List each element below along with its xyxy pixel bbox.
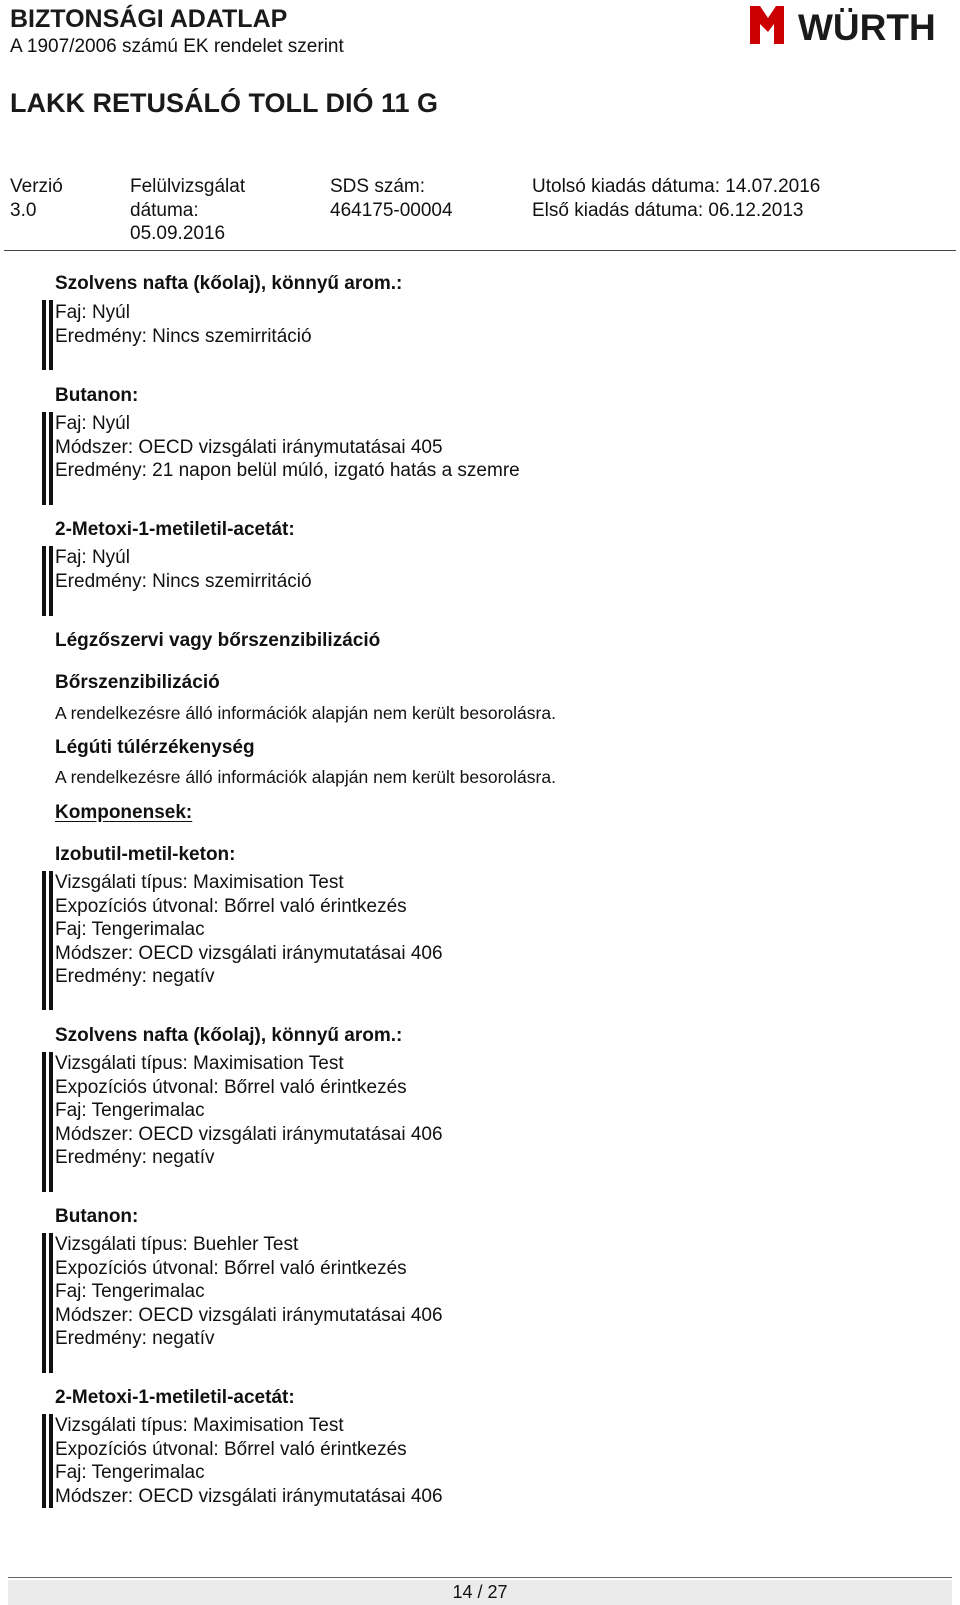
sds-number: 464175-00004: [330, 199, 453, 221]
footer-divider: [8, 1577, 952, 1578]
result-line: Eredmény: Nincs szemirritáció: [55, 570, 312, 592]
revision-date: 05.09.2016: [130, 223, 226, 244]
revision-bar: [49, 300, 53, 370]
result-line: Eredmény: 21 napon belül múló, izgató hatás a szemre: [55, 460, 520, 482]
revision-bar: [42, 1414, 46, 1508]
result-line: Vizsgálati típus: Maximisation Test: [55, 1415, 344, 1436]
sds-label: SDS szám:: [330, 176, 426, 197]
first-issue-date: Első kiadás dátuma: 06.12.2013: [532, 199, 804, 221]
result-block: [55, 1233, 443, 1351]
result-block: [55, 871, 443, 989]
version-column: [10, 175, 63, 222]
wurth-logo-text: WÜRTH: [798, 7, 936, 48]
substance-heading: Izobutil-metil-keton:: [55, 844, 236, 865]
document-subtitle: A 1907/2006 számú EK rendelet szerint: [10, 36, 344, 57]
substance-heading: Butanon:: [55, 1206, 139, 1227]
result-line: Eredmény: negatív: [55, 1147, 215, 1169]
revision-bar: [49, 1233, 53, 1373]
version-label: Verzió: [10, 176, 63, 197]
result-line: Faj: Tengerimalac: [55, 919, 205, 941]
result-line: Faj: Tengerimalac: [55, 1462, 205, 1484]
issue-dates-column: [532, 175, 820, 222]
revision-bar: [42, 1233, 46, 1373]
revision-bar: [42, 412, 46, 505]
respiratory-sensitization-text: A rendelkezésre álló információk alapján nem került besorolásra.: [55, 767, 556, 787]
header-divider: [4, 250, 956, 251]
result-line: Módszer: OECD vizsgálati iránymutatásai 406: [55, 1304, 443, 1326]
revision-label: Felülvizsgálat: [130, 176, 246, 197]
result-line: Faj: Tengerimalac: [55, 1100, 205, 1122]
revision-bar: [42, 1052, 46, 1192]
revision-bar: [49, 546, 53, 616]
revision-bar: [42, 546, 46, 616]
result-block: [55, 1414, 443, 1508]
result-line: Expozíciós útvonal: Bőrrel való érintkezés: [55, 1076, 407, 1098]
product-name: LAKK RETUSÁLÓ TOLL DIÓ 11 G: [10, 88, 439, 118]
substance-heading: Szolvens nafta (kőolaj), könnyű arom.:: [55, 273, 403, 294]
result-line: Faj: Nyúl: [55, 547, 130, 568]
result-line: Expozíciós útvonal: Bőrrel való érintkezés: [55, 1257, 407, 1279]
substance-heading: Butanon:: [55, 385, 139, 406]
revision-bar: [42, 871, 46, 1010]
substance-heading: Szolvens nafta (kőolaj), könnyű arom.:: [55, 1025, 403, 1046]
document-title: BIZTONSÁGI ADATLAP: [10, 5, 288, 33]
substance-heading: 2-Metoxi-1-metiletil-acetát:: [55, 519, 295, 540]
result-line: Expozíciós útvonal: Bőrrel való érintkezés: [55, 1438, 407, 1460]
page-number: 14 / 27: [452, 1582, 508, 1602]
last-issue-date: Utolsó kiadás dátuma: 14.07.2016: [532, 176, 821, 197]
revision-label-cont: dátuma:: [130, 199, 199, 221]
version-value: 3.0: [10, 199, 37, 221]
result-line: Módszer: OECD vizsgálati iránymutatásai 406: [55, 942, 443, 964]
wurth-logo: [748, 2, 958, 48]
result-line: Eredmény: negatív: [55, 1328, 215, 1350]
revision-bar: [42, 300, 46, 370]
sds-column: [330, 175, 453, 222]
wurth-logo-mark: [750, 6, 784, 44]
result-line: Vizsgálati típus: Maximisation Test: [55, 1053, 344, 1074]
result-line: Vizsgálati típus: Maximisation Test: [55, 872, 344, 893]
result-line: Faj: Nyúl: [55, 302, 130, 323]
components-heading: Komponensek:: [55, 802, 193, 823]
result-line: Faj: Nyúl: [55, 413, 130, 434]
revision-bar: [49, 1414, 53, 1508]
revision-bar: [49, 412, 53, 505]
result-block: [55, 546, 312, 593]
result-line: Expozíciós útvonal: Bőrrel való érintkezés: [55, 895, 407, 917]
result-line: Faj: Tengerimalac: [55, 1281, 205, 1303]
result-line: Módszer: OECD vizsgálati iránymutatásai 405: [55, 436, 443, 458]
result-line: Eredmény: negatív: [55, 966, 215, 988]
revision-bar: [49, 1052, 53, 1192]
result-line: Eredmény: Nincs szemirritáció: [55, 325, 312, 347]
result-block: [55, 412, 520, 483]
result-line: Vizsgálati típus: Buehler Test: [55, 1234, 299, 1255]
result-block: [55, 301, 312, 348]
result-line: Módszer: OECD vizsgálati iránymutatásai 406: [55, 1123, 443, 1145]
subheading-skin-sensitization: Bőrszenzibilizáció: [55, 672, 220, 693]
result-line: Módszer: OECD vizsgálati iránymutatásai 406: [55, 1485, 443, 1507]
section-heading-sensitization: Légzőszervi vagy bőrszenzibilizáció: [55, 630, 381, 651]
subheading-respiratory-sensitization: Légúti túlérzékenység: [55, 737, 255, 758]
result-block: [55, 1052, 443, 1170]
substance-heading: 2-Metoxi-1-metiletil-acetát:: [55, 1387, 295, 1408]
skin-sensitization-text: A rendelkezésre álló információk alapján nem került besorolásra.: [55, 703, 556, 723]
revision-column: [130, 175, 245, 246]
revision-bar: [49, 871, 53, 1010]
